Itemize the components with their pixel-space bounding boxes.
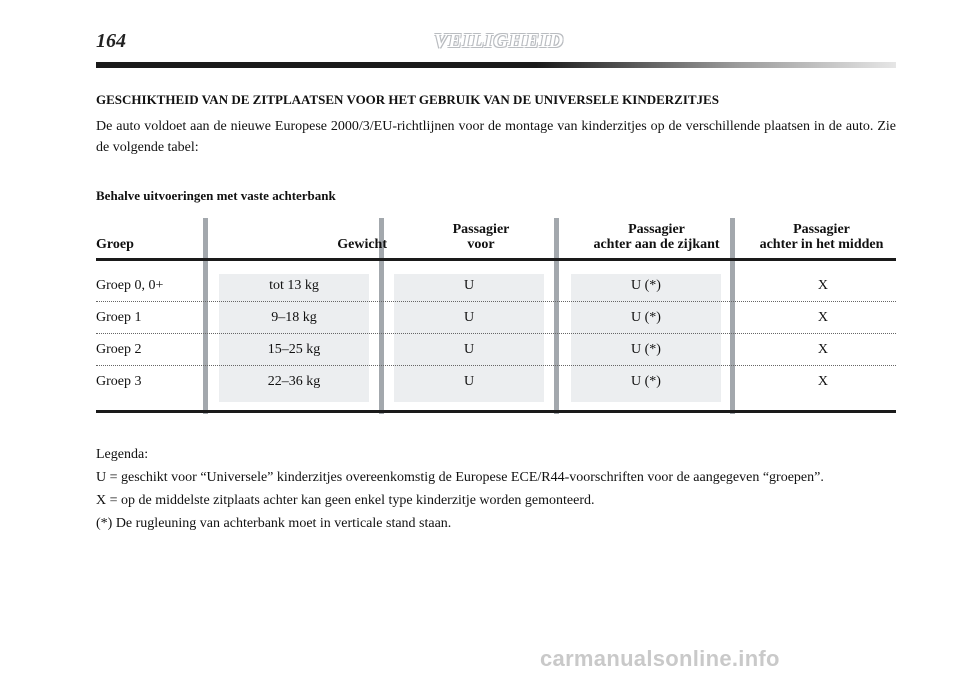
header-midden-line1: Passagier (793, 222, 850, 237)
cell-voor: U (463, 278, 475, 293)
cell-midden-value: X (817, 310, 828, 325)
header-rule (96, 62, 896, 68)
cell-midden (736, 334, 896, 366)
header-zijkant-line1: Passagier (628, 222, 685, 237)
cell-groep: Groep 2 (96, 342, 142, 357)
cell-gewicht (219, 270, 369, 302)
cell-midden-value: X (817, 374, 828, 389)
table-bottom-rule (96, 410, 896, 413)
header-bottom-rule (96, 258, 896, 261)
cell-gewicht-value: 15–25 kg (267, 342, 321, 357)
cell-midden-value: X (817, 278, 828, 293)
cell-zijkant: U (*) (631, 342, 661, 357)
legend (96, 443, 896, 535)
cell-voor: U (463, 342, 475, 357)
cell-gewicht (219, 334, 369, 366)
cell-midden (736, 366, 896, 398)
header-voor-line1: Passagier (452, 222, 510, 237)
watermark: carmanualsonline.info (540, 646, 780, 671)
header-zijkant-line2: achter aan de zijkant (593, 237, 720, 252)
cell-midden-value: X (817, 342, 828, 357)
cell-zijkant: U (*) (631, 310, 661, 325)
suitability-table (96, 218, 896, 414)
header-gewicht-label: Gewicht (337, 237, 387, 252)
cell-midden (736, 270, 896, 302)
header-passagier-midden (735, 222, 896, 252)
legend-title: Legenda: (96, 447, 149, 462)
cell-gewicht-value: 22–36 kg (267, 374, 321, 389)
header-voor-line2: voor (467, 237, 495, 252)
page-number: 164 (96, 30, 126, 52)
cell-zijkant: U (*) (631, 278, 661, 293)
header-passagier-voor (384, 222, 554, 252)
legend-u: U = geschikt voor “Universele” kinderzitjes overeenkomstig de Europese ECE/R44-voorschriften voor de aangegeven “groepen”. (96, 470, 824, 485)
table-row (96, 302, 896, 334)
table-subheading: Behalve uitvoeringen met vaste achterbank (96, 188, 336, 203)
cell-gewicht (219, 302, 369, 334)
cell-midden (736, 302, 896, 334)
cell-gewicht (219, 366, 369, 398)
section-title: VEILIGHEID (434, 30, 565, 52)
header-passagier-zijkant (559, 222, 730, 252)
table-row (96, 366, 896, 398)
header-midden-line2: achter in het midden (759, 237, 884, 252)
cell-groep: Groep 0, 0+ (96, 278, 164, 293)
intro-paragraph: De auto voldoet aan de nieuwe Europese 2000/3/EU-richtlijnen voor de montage van kinderzitjes op de verschillende plaatsen in de auto. Zie de volgende tabel: (96, 119, 896, 155)
legend-x: X = op de middelste zitplaats achter kan geen enkel type kinderzitje worden gemonteerd. (96, 493, 595, 508)
legend-star: (*) De rugleuning van achterbank moet in verticale stand staan. (96, 516, 452, 531)
page-heading: GESCHIKTHEID VAN DE ZITPLAATSEN VOOR HET GEBRUIK VAN DE UNIVERSELE KINDERZITJES (96, 92, 719, 107)
cell-groep: Groep 3 (96, 374, 142, 389)
table-row (96, 334, 896, 366)
table-row (96, 270, 896, 302)
cell-groep: Groep 1 (96, 310, 142, 325)
cell-zijkant: U (*) (631, 374, 661, 389)
cell-voor: U (463, 374, 475, 389)
header-groep: Groep (96, 237, 134, 252)
cell-voor: U (463, 310, 475, 325)
header-gewicht (208, 237, 387, 252)
cell-gewicht-value: 9–18 kg (271, 310, 317, 325)
cell-gewicht-value: tot 13 kg (269, 278, 319, 293)
